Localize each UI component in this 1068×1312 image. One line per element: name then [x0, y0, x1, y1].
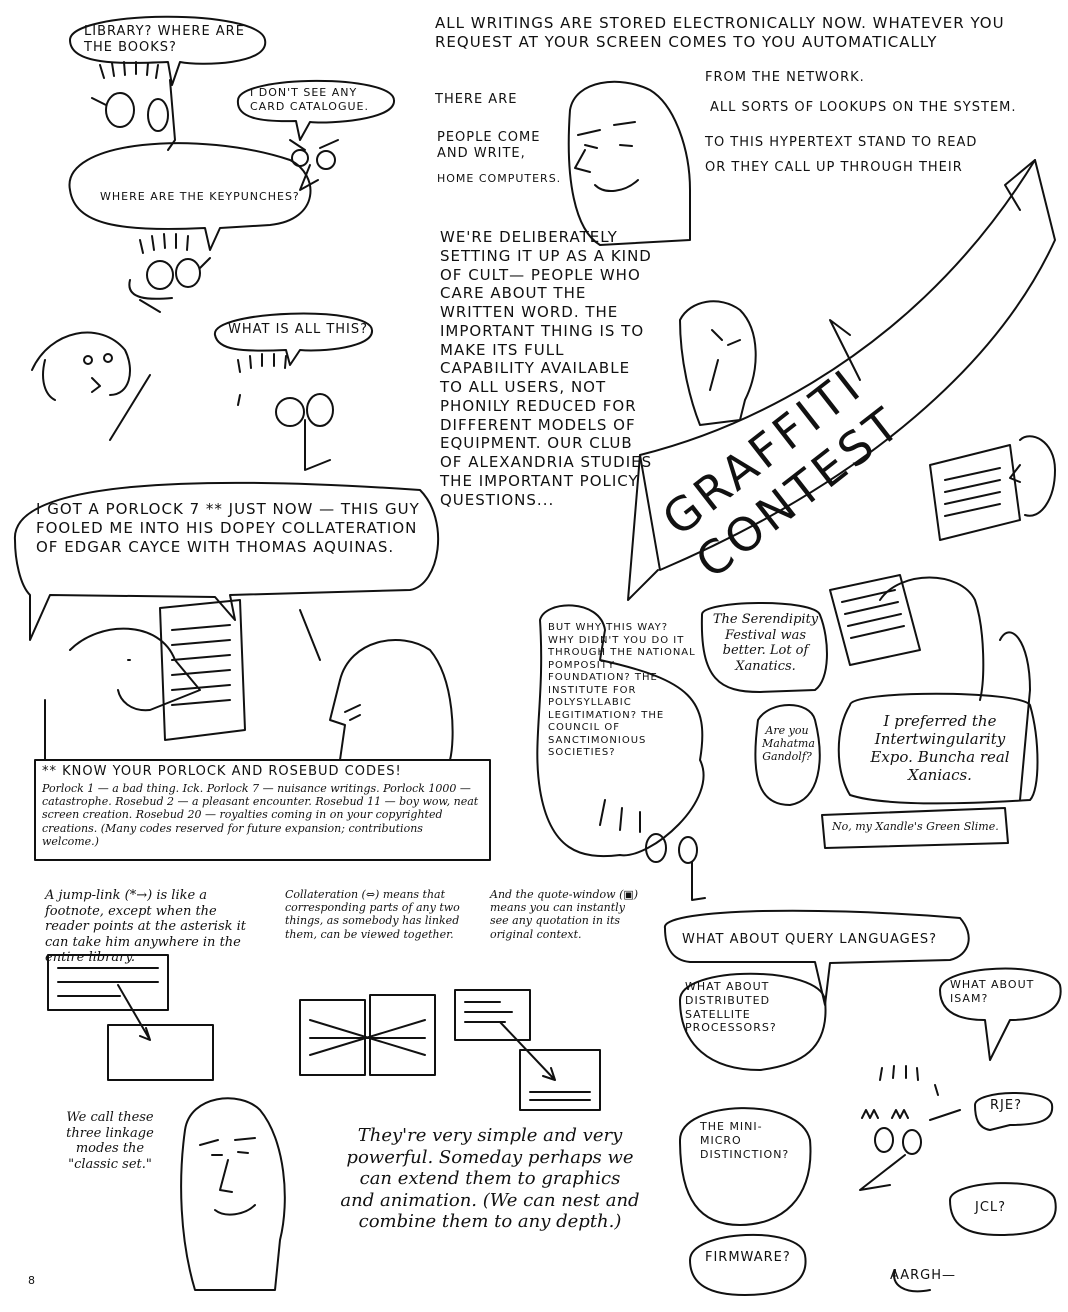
- bubble-serendipity-text: The Serendipity Festival was better. Lot of Xanatics.: [712, 612, 819, 674]
- bubble-card-catalogue-text: I DON'T SEE ANY CARD CATALOGUE.: [250, 86, 369, 113]
- narration-from-network: FROM THE NETWORK.: [705, 70, 865, 85]
- narration-classic-set: We call these three linkage modes the "classic set.": [66, 1110, 154, 1172]
- bubble-intertwingularity-text: I preferred the Intertwingularity Expo. Buncha real Xaniacs.: [870, 712, 1010, 784]
- character-glasses-2: [129, 234, 210, 312]
- character-porlock-reader: [45, 600, 245, 760]
- narration-people-come: PEOPLE COME AND WRITE,: [437, 130, 541, 162]
- narration-deliberately: WE'RE DELIBERATELY SETTING IT UP AS A KIND OF CULT— PEOPLE WHO CARE ABOUT THE WRITTEN WORD. THE IMPORTANT THING IS TO MAKE ITS FULL CAPABILITY AVAILABLE TO ALL USERS, NOT PHONILY REDUCED FOR DIFFERENT MODELS OF EQUIPMENT. OUR CLUB OF ALEXANDRIA STUDIES THE IMPORTANT POLICY QUESTIONS...: [440, 228, 653, 509]
- narration-call-up: OR THEY CALL UP THROUGH THEIR: [705, 160, 963, 175]
- definition-quote-window: And the quote-window (▣) means you can instantly see any quotation in its original context.: [490, 888, 639, 941]
- definition-jump-link: A jump-link (*→) is like a footnote, except when the reader points at the asterisk it can take him anywhere in the entire library.: [45, 888, 247, 966]
- character-glasses-3: [238, 354, 333, 470]
- bubble-query-text: WHAT ABOUT QUERY LANGUAGES?: [682, 932, 938, 947]
- bubble-mahatma-text: Are you Mahatma Gandolf?: [762, 724, 815, 764]
- banner-text: GRAFFITI CONTEST: [652, 357, 913, 589]
- character-narrator-head: [569, 82, 690, 245]
- codes-box-body: Porlock 1 — a bad thing. Ick. Porlock 7 — nuisance writings. Porlock 1000 — catastrophe. Rosebud 2 — a pleasant encounter. Rosebud 11 — boy wow, neat screen creation. Rosebud 20 — royalties coming in on your copyrighted creations. (Many codes reserved for future expansion; contributions welcome.): [42, 782, 479, 848]
- bubble-rje-text: RJE?: [990, 1098, 1022, 1113]
- narration-hypertext: TO THIS HYPERTEXT STAND TO READ: [705, 135, 978, 150]
- narration-there-are: THERE ARE: [435, 92, 518, 107]
- definition-collateration: Collateration (⇔) means that corresponding parts of any two things, as somebody has linked them, can be viewed together.: [285, 888, 460, 941]
- page-number: 8: [28, 1274, 36, 1287]
- bubble-firmware-text: FIRMWARE?: [705, 1250, 791, 1265]
- character-bombarded: [860, 1066, 960, 1291]
- diagram-collateration: [300, 995, 435, 1075]
- bubble-green-slime-text: No, my Xandle's Green Slime.: [832, 820, 999, 833]
- bubble-porlock-text: I GOT A PORLOCK 7 ** JUST NOW — THIS GUY FOOLED ME INTO HIS DOPEY COLLATERATION OF EDGAR CAYCE WITH THOMAS AQUINAS.: [36, 500, 420, 556]
- codes-box-heading: ** KNOW YOUR PORLOCK AND ROSEBUD CODES!: [42, 764, 402, 779]
- character-angry: [290, 140, 338, 190]
- narration-stored: ALL WRITINGS ARE STORED ELECTRONICALLY NOW. WHATEVER YOU REQUEST AT YOUR SCREEN COMES TO YOU AUTOMATICALLY: [435, 14, 1005, 51]
- bubble-jcl-text: JCL?: [975, 1200, 1007, 1215]
- character-glasses-1: [92, 62, 175, 150]
- bubble-distributed-text: WHAT ABOUT DISTRIBUTED SATELLITE PROCESSORS?: [685, 980, 777, 1035]
- narration-simple-powerful: They're very simple and very powerful. Someday perhaps we can extend them to graphics and animation. (We can nest and combine them to any depth.): [340, 1125, 640, 1233]
- character-bald: [32, 333, 150, 440]
- character-hooded-listener: [300, 610, 453, 760]
- bubble-what-is-this-text: WHAT IS ALL THIS?: [228, 322, 369, 337]
- bubble-isam-text: WHAT ABOUT ISAM?: [950, 978, 1035, 1005]
- narration-home-computers: HOME COMPUTERS.: [437, 172, 562, 185]
- diagram-jump-link: [48, 955, 213, 1080]
- character-presenter-head: [181, 1098, 285, 1290]
- bubble-keypunches-text: WHERE ARE THE KEYPUNCHES?: [100, 190, 300, 203]
- narration-lookups: ALL SORTS OF LOOKUPS ON THE SYSTEM.: [710, 100, 1017, 115]
- aargh-text: AARGH—: [890, 1268, 957, 1283]
- character-reader-right: [930, 436, 1055, 540]
- bubble-mini-micro-text: THE MINI-MICRO DISTINCTION?: [700, 1120, 790, 1161]
- bubble-but-why-text: BUT WHY THIS WAY? WHY DIDN'T YOU DO IT THROUGH THE NATIONAL POMPOSITY FOUNDATION? THE INSTITUTE FOR POLYSYLLABIC LEGITIMATION? THE COUNCIL OF SANCTIMONIOUS SOCIETIES?: [548, 622, 696, 758]
- bubble-library-text: LIBRARY? WHERE ARE THE BOOKS?: [84, 24, 245, 56]
- character-but-why: [600, 800, 705, 900]
- diagram-quote-window: [455, 990, 600, 1110]
